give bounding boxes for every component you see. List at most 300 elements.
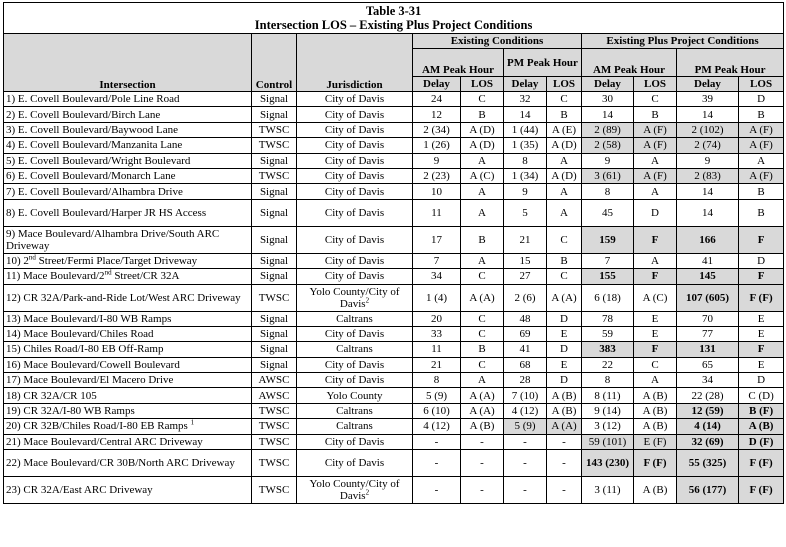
project-pm-delay-cell: 107 (605): [677, 284, 739, 311]
existing-am-delay-cell: -: [413, 477, 461, 504]
existing-pm-delay-cell: 1 (34): [504, 168, 547, 183]
project-pm-los-cell: D: [739, 253, 784, 268]
intersection-cell: 22) Mace Boulevard/CR 30B/North ARC Driveway: [4, 450, 252, 477]
project-am-delay-cell: 383: [582, 342, 634, 357]
table-caption: Intersection LOS – Existing Plus Project Conditions: [254, 18, 533, 32]
control-cell: TWSC: [252, 450, 297, 477]
control-cell: TWSC: [252, 434, 297, 449]
project-am-delay-cell: 8 (11): [582, 388, 634, 403]
intersection-cell: 2) E. Covell Boulevard/Birch Lane: [4, 107, 252, 122]
project-am-los-cell: E: [634, 311, 677, 326]
project-pm-delay-cell: 166: [677, 226, 739, 253]
existing-pm-los-cell: C: [547, 269, 582, 284]
existing-am-delay-cell: 8: [413, 373, 461, 388]
project-pm-los-cell: F: [739, 269, 784, 284]
intersection-text: 11) Mace Boulevard/2: [6, 270, 105, 283]
control-cell: TWSC: [252, 419, 297, 434]
project-pm-delay-cell: 131: [677, 342, 739, 357]
intersection-cell: [4, 419, 252, 434]
existing-pm-delay-cell: 1 (44): [504, 122, 547, 137]
existing-pm-delay-cell: 4 (12): [504, 403, 547, 418]
jurisdiction-cell: [297, 284, 413, 311]
project-pm-los-cell: A (F): [739, 122, 784, 137]
existing-pm-los-cell: C: [547, 226, 582, 253]
jurisdiction-cell: City of Davis: [297, 168, 413, 183]
header-plus-project: Existing Plus Project Conditions: [582, 34, 784, 49]
control-cell: TWSC: [252, 168, 297, 183]
project-pm-los-cell: F (F): [739, 477, 784, 504]
table-row: [4, 373, 784, 388]
project-pm-los-cell: D (F): [739, 434, 784, 449]
existing-pm-los-cell: A (D): [547, 138, 582, 153]
control-cell: TWSC: [252, 477, 297, 504]
project-pm-delay-cell: 32 (69): [677, 434, 739, 449]
existing-am-delay-cell: 7: [413, 253, 461, 268]
project-pm-los-cell: B (F): [739, 403, 784, 418]
existing-am-los-cell: A: [461, 199, 504, 226]
control-cell: Signal: [252, 253, 297, 268]
existing-pm-delay-cell: 27: [504, 269, 547, 284]
existing-pm-delay-cell: 8: [504, 153, 547, 168]
existing-am-delay-cell: -: [413, 450, 461, 477]
project-pm-delay-cell: 12 (59): [677, 403, 739, 418]
existing-pm-los-cell: D: [547, 373, 582, 388]
existing-pm-los-cell: D: [547, 311, 582, 326]
project-am-los-cell: F: [634, 226, 677, 253]
superscript: 1: [190, 418, 195, 427]
project-am-los-cell: A (F): [634, 138, 677, 153]
table-number: Table 3-31: [365, 4, 422, 18]
jurisdiction-text: Yolo County/City of Davis: [309, 285, 400, 310]
jurisdiction-cell: City of Davis: [297, 253, 413, 268]
control-cell: Signal: [252, 92, 297, 107]
project-am-delay-cell: 2 (58): [582, 138, 634, 153]
existing-am-los-cell: C: [461, 92, 504, 107]
project-am-delay-cell: 59: [582, 326, 634, 341]
jurisdiction-cell: City of Davis: [297, 326, 413, 341]
existing-pm-delay-cell: 21: [504, 226, 547, 253]
existing-pm-delay-cell: 1 (35): [504, 138, 547, 153]
intersection-cell: 7) E. Covell Boulevard/Alhambra Drive: [4, 184, 252, 199]
project-am-delay-cell: 30: [582, 92, 634, 107]
control-cell: Signal: [252, 357, 297, 372]
existing-pm-delay-cell: 69: [504, 326, 547, 341]
jurisdiction-cell: City of Davis: [297, 92, 413, 107]
project-pm-delay-cell: 41: [677, 253, 739, 268]
intersection-text: 10) 2: [6, 254, 29, 267]
project-pm-delay-cell: 56 (177): [677, 477, 739, 504]
existing-am-los-cell: C: [461, 311, 504, 326]
control-cell: Signal: [252, 326, 297, 341]
project-am-los-cell: A (F): [634, 122, 677, 137]
project-am-los-cell: A (B): [634, 477, 677, 504]
existing-pm-los-cell: B: [547, 253, 582, 268]
project-am-los-cell: E (F): [634, 434, 677, 449]
project-am-los-cell: F: [634, 342, 677, 357]
project-am-los-cell: E: [634, 326, 677, 341]
project-pm-los-cell: E: [739, 311, 784, 326]
jurisdiction-cell: City of Davis: [297, 373, 413, 388]
project-pm-los-cell: A (B): [739, 419, 784, 434]
existing-pm-delay-cell: 2 (6): [504, 284, 547, 311]
existing-pm-delay-cell: 15: [504, 253, 547, 268]
table-row: [4, 253, 784, 268]
project-pm-delay-cell: 4 (14): [677, 419, 739, 434]
header-delay: Delay: [504, 77, 547, 92]
control-cell: Signal: [252, 226, 297, 253]
project-pm-delay-cell: 34: [677, 373, 739, 388]
existing-am-los-cell: C: [461, 326, 504, 341]
table-row: [4, 311, 784, 326]
existing-am-delay-cell: 1 (26): [413, 138, 461, 153]
project-am-delay-cell: 2 (89): [582, 122, 634, 137]
control-cell: Signal: [252, 342, 297, 357]
superscript: nd: [28, 253, 36, 262]
existing-am-los-cell: C: [461, 357, 504, 372]
los-table: [3, 2, 784, 504]
table-row: [4, 107, 784, 122]
intersection-cell: 13) Mace Boulevard/I-80 WB Ramps: [4, 311, 252, 326]
existing-pm-delay-cell: 5 (9): [504, 419, 547, 434]
project-pm-los-cell: D: [739, 373, 784, 388]
existing-am-los-cell: A (A): [461, 388, 504, 403]
header-intersection: Intersection: [4, 34, 252, 92]
project-am-los-cell: C: [634, 357, 677, 372]
jurisdiction-cell: City of Davis: [297, 450, 413, 477]
jurisdiction-cell: Caltrans: [297, 419, 413, 434]
project-pm-los-cell: A (F): [739, 168, 784, 183]
existing-am-los-cell: B: [461, 342, 504, 357]
control-cell: Signal: [252, 199, 297, 226]
existing-pm-delay-cell: -: [504, 477, 547, 504]
existing-am-los-cell: -: [461, 450, 504, 477]
project-am-delay-cell: 9: [582, 153, 634, 168]
control-cell: TWSC: [252, 138, 297, 153]
existing-am-los-cell: A (B): [461, 419, 504, 434]
intersection-cell: 1) E. Covell Boulevard/Pole Line Road: [4, 92, 252, 107]
existing-am-delay-cell: 21: [413, 357, 461, 372]
project-am-delay-cell: 9 (14): [582, 403, 634, 418]
project-pm-los-cell: F: [739, 342, 784, 357]
existing-pm-los-cell: A (B): [547, 403, 582, 418]
project-pm-los-cell: F: [739, 226, 784, 253]
existing-am-los-cell: A: [461, 184, 504, 199]
project-pm-delay-cell: 2 (102): [677, 122, 739, 137]
intersection-text: 20) CR 32B/Chiles Road/I-80 EB Ramps: [6, 420, 191, 433]
control-cell: AWSC: [252, 373, 297, 388]
existing-pm-delay-cell: 41: [504, 342, 547, 357]
project-pm-los-cell: E: [739, 357, 784, 372]
project-pm-delay-cell: 2 (74): [677, 138, 739, 153]
project-am-los-cell: A (C): [634, 284, 677, 311]
existing-am-delay-cell: 10: [413, 184, 461, 199]
intersection-cell: 23) CR 32A/East ARC Driveway: [4, 477, 252, 504]
project-pm-los-cell: B: [739, 184, 784, 199]
project-am-los-cell: A (B): [634, 419, 677, 434]
control-cell: TWSC: [252, 122, 297, 137]
project-am-los-cell: A (B): [634, 403, 677, 418]
existing-pm-delay-cell: -: [504, 434, 547, 449]
existing-am-delay-cell: 12: [413, 107, 461, 122]
table-row: [4, 388, 784, 403]
project-pm-los-cell: E: [739, 326, 784, 341]
project-am-los-cell: D: [634, 199, 677, 226]
project-am-delay-cell: 3 (12): [582, 419, 634, 434]
project-pm-delay-cell: 55 (325): [677, 450, 739, 477]
project-am-los-cell: A (F): [634, 168, 677, 183]
intersection-cell: 6) E. Covell Boulevard/Monarch Lane: [4, 168, 252, 183]
project-pm-los-cell: B: [739, 107, 784, 122]
jurisdiction-cell: City of Davis: [297, 184, 413, 199]
table-row: [4, 419, 784, 434]
intersection-text: Street/Fermi Place/Target Driveway: [35, 254, 198, 267]
intersection-cell: 17) Mace Boulevard/El Macero Drive: [4, 373, 252, 388]
project-pm-los-cell: A (F): [739, 138, 784, 153]
project-am-los-cell: B: [634, 107, 677, 122]
existing-pm-los-cell: A: [547, 153, 582, 168]
project-am-los-cell: F (F): [634, 450, 677, 477]
existing-pm-los-cell: A (B): [547, 388, 582, 403]
existing-am-delay-cell: 2 (34): [413, 122, 461, 137]
existing-pm-los-cell: A (E): [547, 122, 582, 137]
existing-am-delay-cell: 9: [413, 153, 461, 168]
existing-am-delay-cell: 11: [413, 199, 461, 226]
project-pm-delay-cell: 22 (28): [677, 388, 739, 403]
header-jurisdiction: Jurisdiction: [297, 34, 413, 92]
header-los: LOS: [547, 77, 582, 92]
jurisdiction-cell: Caltrans: [297, 342, 413, 357]
intersection-cell: [4, 253, 252, 268]
existing-pm-los-cell: E: [547, 326, 582, 341]
project-pm-los-cell: A: [739, 153, 784, 168]
control-cell: Signal: [252, 269, 297, 284]
table-row: [4, 284, 784, 311]
project-pm-delay-cell: 39: [677, 92, 739, 107]
project-pm-delay-cell: 9: [677, 153, 739, 168]
project-am-los-cell: F: [634, 269, 677, 284]
project-am-delay-cell: 8: [582, 184, 634, 199]
project-am-los-cell: A: [634, 373, 677, 388]
jurisdiction-text: Yolo County/City of Davis: [309, 478, 400, 503]
header-los: LOS: [634, 77, 677, 92]
control-cell: Signal: [252, 153, 297, 168]
table-row: [4, 403, 784, 418]
intersection-cell: 4) E. Covell Boulevard/Manzanita Lane: [4, 138, 252, 153]
existing-pm-los-cell: B: [547, 107, 582, 122]
jurisdiction-cell: City of Davis: [297, 138, 413, 153]
existing-pm-los-cell: A: [547, 199, 582, 226]
table-row: [4, 434, 784, 449]
header-project-pm: PM Peak Hour: [677, 49, 784, 77]
project-pm-delay-cell: 2 (83): [677, 168, 739, 183]
existing-am-los-cell: -: [461, 477, 504, 504]
intersection-cell: 12) CR 32A/Park-and-Ride Lot/West ARC Driveway: [4, 284, 252, 311]
existing-am-delay-cell: 34: [413, 269, 461, 284]
jurisdiction-cell: Caltrans: [297, 311, 413, 326]
jurisdiction-cell: [297, 477, 413, 504]
project-am-delay-cell: 143 (230): [582, 450, 634, 477]
existing-am-delay-cell: 20: [413, 311, 461, 326]
existing-am-delay-cell: 11: [413, 342, 461, 357]
jurisdiction-cell: Yolo County: [297, 388, 413, 403]
superscript: nd: [104, 268, 112, 277]
jurisdiction-cell: City of Davis: [297, 107, 413, 122]
superscript: 2: [365, 488, 370, 497]
jurisdiction-cell: City of Davis: [297, 226, 413, 253]
existing-am-delay-cell: 24: [413, 92, 461, 107]
existing-am-los-cell: -: [461, 434, 504, 449]
project-am-delay-cell: 8: [582, 373, 634, 388]
existing-pm-los-cell: -: [547, 477, 582, 504]
existing-am-los-cell: A (D): [461, 122, 504, 137]
project-am-los-cell: A (B): [634, 388, 677, 403]
control-cell: TWSC: [252, 403, 297, 418]
table-row: [4, 342, 784, 357]
intersection-cell: 5) E. Covell Boulevard/Wright Boulevard: [4, 153, 252, 168]
existing-pm-los-cell: E: [547, 357, 582, 372]
jurisdiction-cell: City of Davis: [297, 357, 413, 372]
project-am-delay-cell: 155: [582, 269, 634, 284]
project-am-los-cell: A: [634, 253, 677, 268]
header-existing-am: AM Peak Hour: [413, 49, 504, 77]
project-am-los-cell: C: [634, 92, 677, 107]
table-row: [4, 122, 784, 137]
control-cell: AWSC: [252, 388, 297, 403]
existing-pm-los-cell: D: [547, 342, 582, 357]
table-row: [4, 184, 784, 199]
project-am-delay-cell: 159: [582, 226, 634, 253]
project-pm-delay-cell: 65: [677, 357, 739, 372]
project-am-los-cell: A: [634, 153, 677, 168]
project-am-delay-cell: 78: [582, 311, 634, 326]
project-am-delay-cell: 22: [582, 357, 634, 372]
table-row: [4, 153, 784, 168]
existing-am-los-cell: A (C): [461, 168, 504, 183]
intersection-cell: 18) CR 32A/CR 105: [4, 388, 252, 403]
existing-pm-los-cell: A (D): [547, 168, 582, 183]
table-row: [4, 326, 784, 341]
project-am-delay-cell: 3 (11): [582, 477, 634, 504]
project-am-delay-cell: 14: [582, 107, 634, 122]
existing-am-delay-cell: 6 (10): [413, 403, 461, 418]
existing-am-los-cell: A (D): [461, 138, 504, 153]
table-row: [4, 138, 784, 153]
existing-am-los-cell: B: [461, 107, 504, 122]
existing-pm-los-cell: C: [547, 92, 582, 107]
jurisdiction-cell: City of Davis: [297, 122, 413, 137]
header-delay: Delay: [413, 77, 461, 92]
table-row: [4, 92, 784, 107]
existing-pm-delay-cell: 7 (10): [504, 388, 547, 403]
header-los: LOS: [739, 77, 784, 92]
existing-am-delay-cell: 4 (12): [413, 419, 461, 434]
intersection-cell: 8) E. Covell Boulevard/Harper JR HS Access: [4, 199, 252, 226]
header-control: Control: [252, 34, 297, 92]
project-am-los-cell: A: [634, 184, 677, 199]
project-pm-delay-cell: 14: [677, 199, 739, 226]
project-pm-los-cell: D: [739, 92, 784, 107]
existing-am-delay-cell: 2 (23): [413, 168, 461, 183]
existing-pm-delay-cell: 28: [504, 373, 547, 388]
intersection-cell: 3) E. Covell Boulevard/Baywood Lane: [4, 122, 252, 137]
superscript: 2: [365, 295, 370, 304]
existing-pm-los-cell: -: [547, 450, 582, 477]
table-body: [4, 92, 784, 504]
existing-am-los-cell: A (A): [461, 403, 504, 418]
existing-pm-delay-cell: 32: [504, 92, 547, 107]
project-am-delay-cell: 59 (101): [582, 434, 634, 449]
intersection-text: Street/CR 32A: [111, 270, 180, 283]
intersection-cell: 21) Mace Boulevard/Central ARC Driveway: [4, 434, 252, 449]
header-delay: Delay: [677, 77, 739, 92]
project-pm-los-cell: C (D): [739, 388, 784, 403]
intersection-cell: 9) Mace Boulevard/Alhambra Drive/South ARC Driveway: [4, 226, 252, 253]
table-row: [4, 357, 784, 372]
existing-pm-delay-cell: 14: [504, 107, 547, 122]
existing-am-los-cell: B: [461, 226, 504, 253]
intersection-cell: 16) Mace Boulevard/Cowell Boulevard: [4, 357, 252, 372]
existing-pm-los-cell: A (A): [547, 284, 582, 311]
existing-am-delay-cell: 1 (4): [413, 284, 461, 311]
intersection-cell: [4, 269, 252, 284]
table-row: [4, 168, 784, 183]
table-row: [4, 226, 784, 253]
project-am-delay-cell: 45: [582, 199, 634, 226]
project-pm-delay-cell: 14: [677, 107, 739, 122]
intersection-cell: 19) CR 32A/I-80 WB Ramps: [4, 403, 252, 418]
project-pm-delay-cell: 145: [677, 269, 739, 284]
project-am-delay-cell: 3 (61): [582, 168, 634, 183]
control-cell: TWSC: [252, 284, 297, 311]
existing-pm-delay-cell: -: [504, 450, 547, 477]
table-row: [4, 199, 784, 226]
table-row: [4, 477, 784, 504]
existing-am-delay-cell: -: [413, 434, 461, 449]
control-cell: Signal: [252, 311, 297, 326]
project-am-delay-cell: 7: [582, 253, 634, 268]
existing-pm-los-cell: -: [547, 434, 582, 449]
existing-pm-delay-cell: 5: [504, 199, 547, 226]
table-row: [4, 450, 784, 477]
existing-am-delay-cell: 17: [413, 226, 461, 253]
jurisdiction-cell: City of Davis: [297, 153, 413, 168]
project-pm-delay-cell: 77: [677, 326, 739, 341]
jurisdiction-cell: City of Davis: [297, 269, 413, 284]
control-cell: Signal: [252, 107, 297, 122]
project-pm-los-cell: B: [739, 199, 784, 226]
header-delay: Delay: [582, 77, 634, 92]
header-los: LOS: [461, 77, 504, 92]
project-pm-los-cell: F (F): [739, 284, 784, 311]
jurisdiction-cell: Caltrans: [297, 403, 413, 418]
existing-am-los-cell: A: [461, 373, 504, 388]
project-pm-delay-cell: 70: [677, 311, 739, 326]
project-am-delay-cell: 6 (18): [582, 284, 634, 311]
existing-am-los-cell: A: [461, 153, 504, 168]
existing-pm-los-cell: A (A): [547, 419, 582, 434]
existing-am-los-cell: A: [461, 253, 504, 268]
existing-pm-delay-cell: 68: [504, 357, 547, 372]
existing-pm-los-cell: A: [547, 184, 582, 199]
jurisdiction-cell: City of Davis: [297, 434, 413, 449]
existing-pm-delay-cell: 9: [504, 184, 547, 199]
existing-am-los-cell: A (A): [461, 284, 504, 311]
existing-am-delay-cell: 5 (9): [413, 388, 461, 403]
header-existing: Existing Conditions: [413, 34, 582, 49]
intersection-cell: 15) Chiles Road/I-80 EB Off-Ramp: [4, 342, 252, 357]
existing-am-los-cell: C: [461, 269, 504, 284]
intersection-cell: 14) Mace Boulevard/Chiles Road: [4, 326, 252, 341]
